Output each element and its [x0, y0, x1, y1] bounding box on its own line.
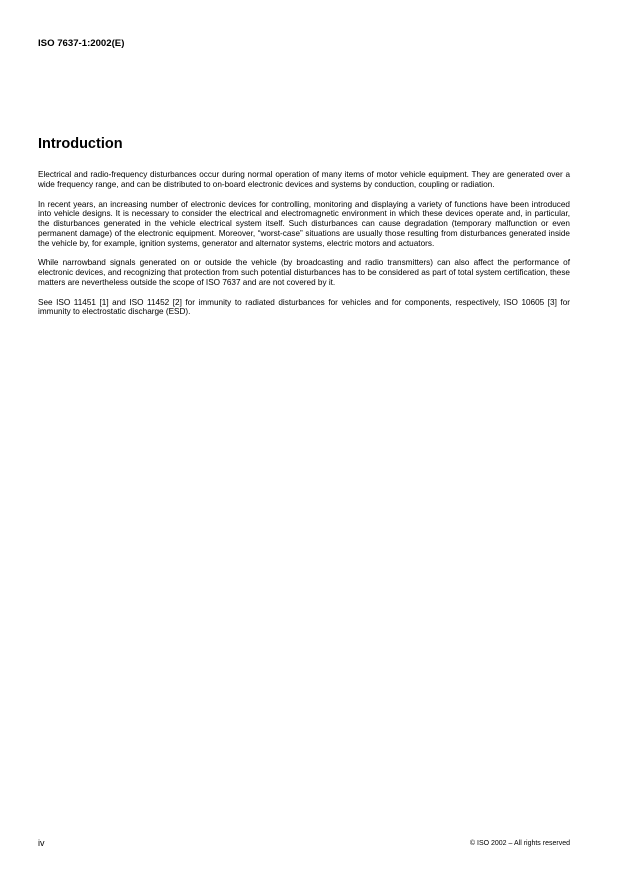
copyright-notice: © ISO 2002 – All rights reserved [469, 840, 570, 847]
page-number: iv [38, 838, 45, 848]
paragraph-3: While narrowband signals generated on or outside the vehicle (by broadcasting and radio transmitters) can also affect the performance of electronic devices, and recognizing that protection from such potential disturbances has to be considered as part of total system certification, these matters are nevertheless outside the scope of ISO 7637 and are not covered by it. [38, 258, 570, 287]
body-text [38, 170, 570, 327]
section-title: Introduction [38, 136, 123, 152]
paragraph-1: Electrical and radio-frequency disturbances occur during normal operation of many items of motor vehicle equipment. They are generated over a wide frequency range, and can be distributed to on-board electronic devices and systems by conduction, coupling or radiation. [38, 170, 570, 189]
paragraph-4: See ISO 11451 [1] and ISO 11452 [2] for immunity to radiated disturbances for vehicles and for components, respectively, ISO 10605 [3] for immunity to electrostatic discharge (ESD). [38, 297, 570, 317]
document-header-id: ISO 7637-1:2002(E) [38, 38, 125, 49]
paragraph-2: In recent years, an increasing number of electronic devices for controlling, monitoring and displaying a variety of functions have been introduced into vehicle designs. It is necessary to consider the electrical and electromagnetic environment in which these devices operate and, in particular, the disturbances generated in the vehicle electrical system itself. Such disturbances can cause degradation (temporary malfunction or even permanent damage) of the electronic equipment. Moreover, “worst-case” situations are usually those resulting from disturbances generated inside the vehicle by, for example, ignition systems, generator and alternator systems, electric motors and actuators. [38, 199, 570, 248]
